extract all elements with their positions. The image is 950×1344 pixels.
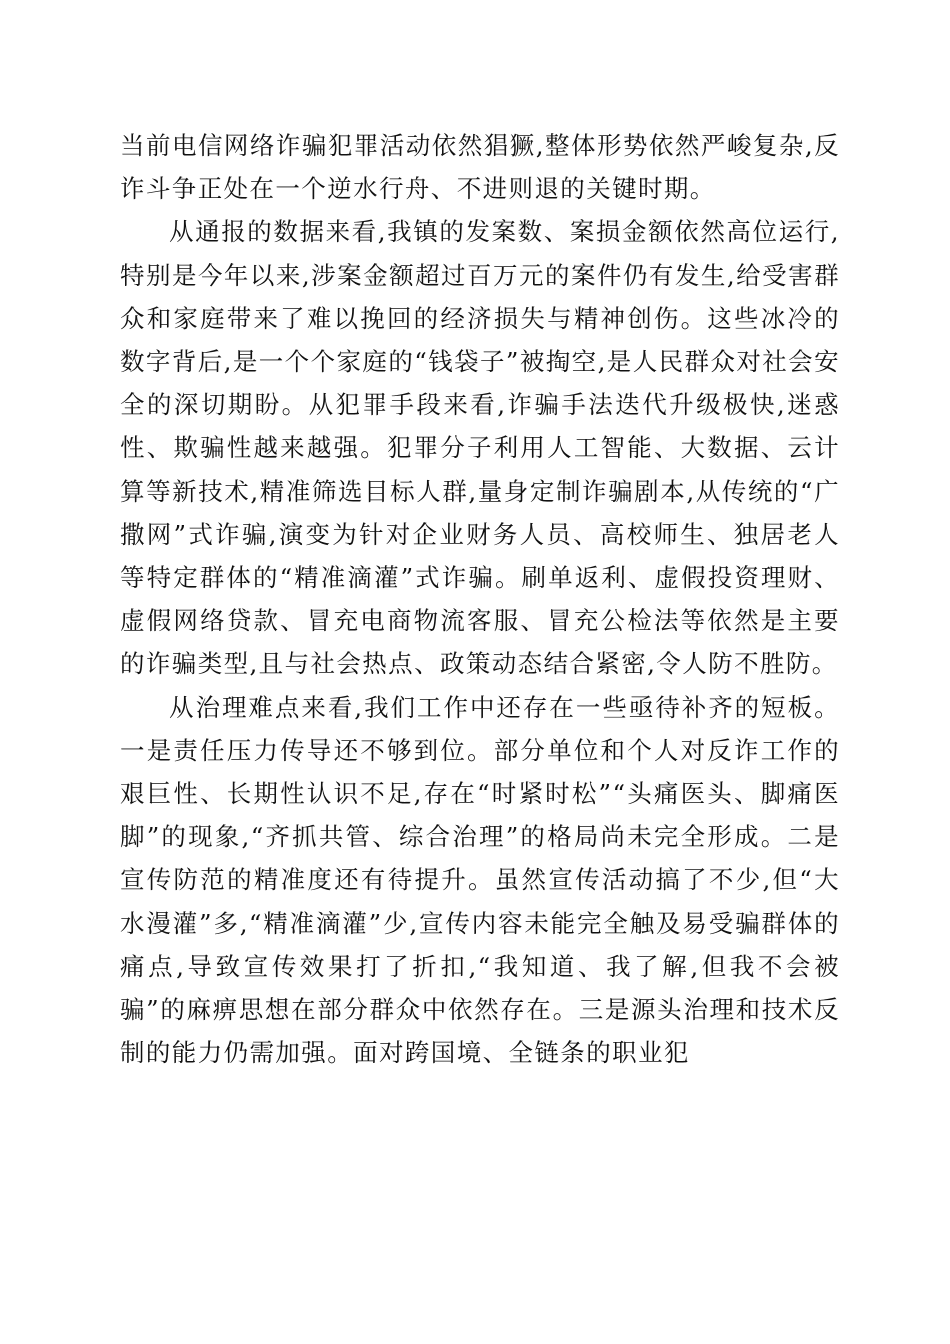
- paragraph-governance-difficulties: 从治理难点来看,我们工作中还存在一些亟待补齐的短板。一是责任压力传导还不够到位。部分单位和个人对反诈工作的艰巨性、长期性认识不足,存在“时紧时松”“头痛医头、脚痛医脚”的现象,“齐抓共管、综合治理”的格局尚未完全形成。二是宣传防范的精准度还有待提升。虽然宣传活动搞了不少,但“大水漫灌”多,“精准滴灌”少,宣传内容未能完全触及易受骗群体的痛点,导致宣传效果打了折扣,“我知道、我了解,但我不会被骗”的麻痹思想在部分群众中依然存在。三是源头治理和技术反制的能力仍需加强。面对跨国境、全链条的职业犯: [120, 692, 840, 1068]
- paragraph-data-analysis: 从通报的数据来看,我镇的发案数、案损金额依然高位运行,特别是今年以来,涉案金额超过百万元的案件仍有发生,给受害群众和家庭带来了难以挽回的经济损失与精神创伤。这些冰冷的数字背后,是一个个家庭的“钱袋子”被掏空,是人民群众对社会安全的深切期盼。从犯罪手段来看,诈骗手法迭代升级极快,迷惑性、欺骗性越来越强。犯罪分子利用人工智能、大数据、云计算等新技术,精准筛选目标人群,量身定制诈骗剧本,从传统的“广撒网”式诈骗,演变为针对企业财务人员、高校师生、独居老人等特定群体的“精准滴灌”式诈骗。刷单返利、虚假投资理财、虚假网络贷款、冒充电商物流客服、冒充公检法等依然是主要的诈骗类型,且与社会热点、政策动态结合紧密,令人防不胜防。: [120, 217, 840, 679]
- paragraph-continuation: 当前电信网络诈骗犯罪活动依然猖獗,整体形势依然严峻复杂,反诈斗争正处在一个逆水行舟、不进则退的关键时期。: [120, 131, 840, 204]
- document-body: [120, 124, 840, 1074]
